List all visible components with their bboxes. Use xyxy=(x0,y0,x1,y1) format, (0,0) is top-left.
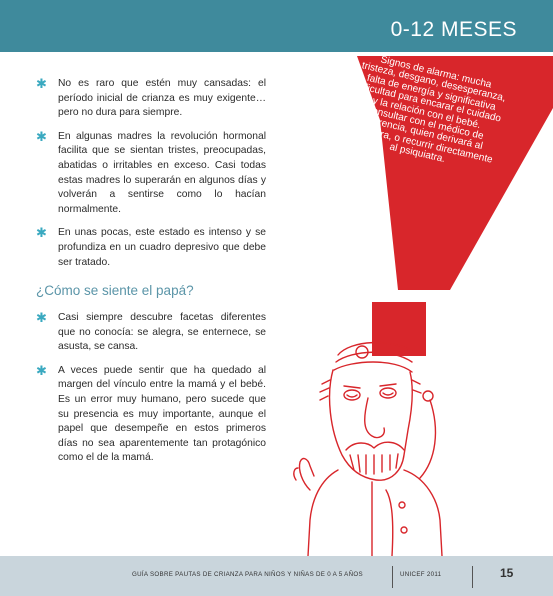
list-item-text: A veces puede sentir que ha quedado al margen del vínculo entre la mamá y el bebé. Es un error muy humano, pero sucede que su presencia es muy importante, aunque el papel que desempeñe en estos primeros días no sea aparentemente tan protagónico como el de la mamá. xyxy=(58,364,266,464)
page-number: 15 xyxy=(500,566,514,580)
list-item-text: En algunas madres la revolución hormonal facilita que se sientan tristes, preocupadas, abatidas o irritables en exceso. Casi todas estas madres lo superarán en algunos días y volverán a sentirse como lo hacían normalmente. xyxy=(58,130,266,215)
footer-org: UNICEF 2011 xyxy=(400,571,442,578)
list-item-text: En unas pocas, este estado es intenso y se profundiza en un cuadro depresivo que debe ser tratado. xyxy=(58,227,266,268)
asterisk-icon: ✱ xyxy=(36,362,47,378)
asterisk-icon: ✱ xyxy=(36,225,47,241)
alarm-signs-text: Signos de alarma: mucha tristeza, desgano, desesperanza, falta de energía y significativa dificultad para encarar el cuidado y la relación con el bebé. Consultar con el médico de referencia, quien derivará al psiquiatra, o recurrir directamente al psiquiatra. xyxy=(345,54,507,166)
footer-divider xyxy=(472,566,473,588)
doctor-line-drawing xyxy=(294,343,442,556)
asterisk-icon: ✱ xyxy=(36,128,47,144)
list-item-text: Casi siempre descubre facetas diferentes que no conocía: se alegra, se enternece, se asusta, se cansa. xyxy=(58,312,266,353)
list-item-text: No es raro que estén muy cansadas: el período inicial de crianza es muy exigente… pero no dura para siempre. xyxy=(58,78,266,119)
page-title: 0-12 MESES xyxy=(390,18,517,41)
head-mirror-square xyxy=(372,302,426,356)
section-heading: ¿Cómo se siente el papá? xyxy=(36,283,194,298)
footer-guide-title: GUÍA SOBRE PAUTAS DE CRIANZA PARA NIÑOS Y NIÑAS DE 0 A 5 AÑOS xyxy=(132,571,363,578)
asterisk-icon: ✱ xyxy=(36,310,47,325)
footer-divider xyxy=(392,566,393,588)
asterisk-icon: ✱ xyxy=(36,76,47,91)
